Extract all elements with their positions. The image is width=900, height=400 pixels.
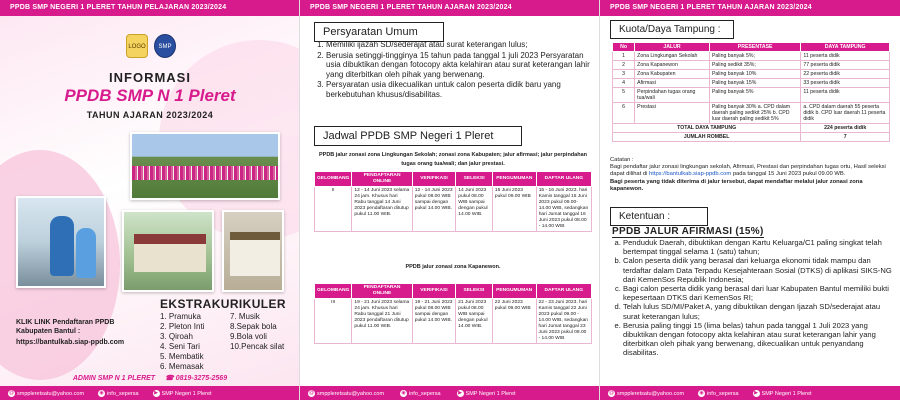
col-header: JALUR bbox=[635, 43, 710, 52]
email-icon: @ bbox=[308, 389, 315, 396]
col-header: VERIFIKASI bbox=[412, 172, 455, 187]
phone-icon: ☎ bbox=[165, 375, 174, 382]
instagram-contact[interactable]: ◉ info_sepersa bbox=[401, 389, 441, 397]
schedule-intro: PPDB jalur zonasi zona Lingkungan Sekolah; zonasi zona Kabupaten; jalur afirmasi; jalur perpindahan tugas orang tua/wali; dan jalur prestasi. bbox=[318, 152, 587, 167]
email-contact[interactable]: @ smppleretsatu@yahoo.com bbox=[308, 389, 385, 397]
students-field-photo bbox=[130, 132, 280, 200]
school-building-photo-2 bbox=[222, 210, 284, 292]
school-logo-icon: SMP bbox=[154, 34, 176, 58]
schedule-table-1 bbox=[314, 171, 592, 232]
notes-text: Bagi pendaftar jalur zonasi lingkungan sekolah, Afirmasi, Prestasi dan perpindahan tugas ortu, Hasil seleksi dapat dilihat di https://bantulkab.siap-ppdb.com pada tanggal 15 Juni 2023 pukul 09.00 WB. bbox=[610, 164, 886, 178]
requirements-heading: Persyaratan Umum bbox=[314, 22, 444, 42]
youtube-contact[interactable]: ▶ SMP Negeri 1 Pleret bbox=[458, 389, 516, 397]
list-item: 9.Bola voli bbox=[230, 332, 267, 341]
col-header: DAFTAR ULANG bbox=[536, 172, 591, 187]
quota-heading: Kuota/Daya Tampung : bbox=[610, 20, 734, 39]
col-header: VERIFIKASI bbox=[412, 284, 455, 299]
footer-bar bbox=[300, 386, 599, 400]
afirmasi-list bbox=[612, 238, 892, 358]
col-header: GELOMBANG bbox=[315, 172, 352, 187]
list-item: 1. Memiliki ijazah SD/sederajat atau surat keterangan lulus; bbox=[326, 40, 594, 50]
students-photo bbox=[16, 196, 106, 288]
list-item: 4. Seni Tari bbox=[160, 342, 200, 351]
requirements-panel bbox=[300, 0, 600, 400]
table-row: 2 Zona Kapanewon Paling sedikit 35%; 77 peserta didik bbox=[613, 61, 890, 70]
list-item: b. Calon peserta didik yang berasal dari keluarga ekonomi tidak mampu dan terdaftar dalam Data Terpadu Kesejahteraan Sosial (DTKS) di aplikasi SIKS-NG dari KemenSos Republik Indonesia; bbox=[623, 256, 892, 284]
footer-bar bbox=[0, 386, 299, 400]
list-item: e. Berusia paling tinggi 15 (lima belas) tahun pada tanggal 1 Juli 2023 yang dibuktikan dengan fotocopy akta kelahiran atau surat keterangan lahir yang diterbitkan oleh pihak yang berwenang, dikecualikan untuk penyandang disabilitas. bbox=[623, 321, 892, 358]
col-header: SELEKSI bbox=[456, 284, 493, 299]
quota-panel bbox=[600, 0, 900, 400]
col-header: SELEKSI bbox=[456, 172, 493, 187]
list-item: 1. Pramuka bbox=[160, 312, 201, 321]
admin-contact bbox=[0, 374, 300, 382]
admin-label: ADMIN SMP N 1 PLERET bbox=[72, 375, 156, 382]
col-header: PRESENTASE bbox=[709, 43, 800, 52]
school-building-photo bbox=[122, 210, 214, 292]
list-item: 7. Musik bbox=[230, 312, 260, 321]
notes-label: Catatan : bbox=[610, 157, 634, 163]
youtube-contact[interactable]: ▶ SMP Negeri 1 Pleret bbox=[154, 389, 212, 397]
youtube-contact[interactable]: ▶ SMP Negeri 1 Pleret bbox=[754, 389, 812, 397]
col-header: DAFTAR ULANG bbox=[536, 284, 591, 299]
regency-logo-icon: LOGO bbox=[126, 34, 148, 58]
col-header: DAYA TAMPUNG bbox=[801, 43, 890, 52]
panel-header-bar: PPDB SMP NEGERI 1 PLERET TAHUN AJARAN 2023/2024 bbox=[600, 0, 900, 16]
ekstrakurikuler-list bbox=[160, 312, 296, 372]
list-item: 3. Qiroah bbox=[160, 332, 193, 341]
instagram-icon: ◉ bbox=[99, 389, 104, 396]
email-icon: @ bbox=[608, 389, 615, 396]
list-item: 3. Persyaratan usia dikecualikan untuk calon peserta didik baru yang berkebutuhan khusus/disabilitas. bbox=[326, 80, 594, 99]
col-header: PENDAFTARAN ONLINE bbox=[352, 172, 412, 187]
footer-bar bbox=[600, 386, 900, 400]
col-header: No bbox=[613, 43, 635, 52]
email-icon: @ bbox=[8, 389, 15, 396]
requirements-list bbox=[314, 40, 594, 100]
notes-bold: Bagi peserta yang tidak diterima di jalur tersebut, dapat mendaftar melalui jalur zonasi zona kapanewon. bbox=[610, 178, 863, 192]
provisions-heading: Ketentuan : bbox=[610, 207, 708, 226]
afirmasi-title: PPDB JALUR AFIRMASI (15%) bbox=[612, 226, 764, 237]
table-row: III 19 - 21 Juni 2023 selama 24 jam. Khusus hari Rabu tanggal 21 Juni 2023 pendaftaran ditutup pukul 11.00 WIB. 19 - 21 Juni 2023 pukul 08.00 WIB sampai dengan pukul 14.00 WIB. 21 Juni 2023 pukul 08.00 WIB sampai dengan pukul 14.00 WIB. 22 Juni 2023 pukul 09.00 WIB 22 - 23 Juni 2023. hari Kamis tanggal 22 Juni 2023 pukul 09.00 - 14.00 WIB, sedangkan hari Jumat tanggal 23 Juni 2023 pukul 08.00 - 14.00 WIB bbox=[315, 299, 592, 344]
col-header: GELOMBANG bbox=[315, 284, 352, 299]
table-row: 4 Afirmasi Paling banyak 15% 33 peserta didik bbox=[613, 79, 890, 88]
list-item: d. Telah lulus SD/MI/Paket A, yang dibuktikan dengan Ijazah SD/sederajat atau surat keterangan lulus; bbox=[623, 302, 892, 320]
total-row: TOTAL DAYA TAMPUNG 224 peserta didik bbox=[613, 124, 890, 133]
schedule-intro-2: PPDB jalur zonasi zona Kapanewon. bbox=[405, 264, 501, 270]
email-contact[interactable]: @ smppleretsatu@yahoo.com bbox=[8, 389, 85, 397]
email-contact[interactable]: @ smppleretsatu@yahoo.com bbox=[608, 389, 685, 397]
page-subtitle: PPDB SMP N 1 Pleret bbox=[64, 86, 236, 105]
panel-header-bar: PPDB SMP NEGERI 1 PLERET TAHUN AJARAN 2023/2024 bbox=[300, 0, 599, 16]
list-item bbox=[230, 362, 296, 372]
instagram-icon: ◉ bbox=[401, 389, 406, 396]
table-row: II 12 - 14 Juni 2023 selama 24 jam. Khusus hari Rabu tanggal 14 Juni 2023 pendaftaran ditutup pukul 11.00 WIB. 12 - 14 Juni 2023 pukul 08.00 WIB sampai dengan pukul 14.00 WIB. 14 Juni 2023 pukul 08.00 WIB sampai dengan pukul 14.00 WIB. 15 Juni 2023 pukul 09.00 WIB 15 - 16 Juni 2023. hari Kamis tanggal 15 Juni 2023 pukul 09.00-14.00 WIB, sedangkan hari Jumat tanggal 16 Juni 2023 pukul 08.00 - 14.00 WIB bbox=[315, 187, 592, 232]
list-item bbox=[230, 352, 296, 362]
registration-link[interactable]: https://bantulkab.siap-ppdb.com bbox=[16, 339, 125, 346]
results-link[interactable]: https://bantulkab.siap-ppdb.com bbox=[649, 171, 732, 178]
list-item: 2. Pleton Inti bbox=[160, 322, 205, 331]
quota-table bbox=[612, 42, 890, 142]
instagram-icon: ◉ bbox=[699, 389, 704, 396]
list-item: 8.Sepak bola bbox=[230, 322, 277, 331]
youtube-icon: ▶ bbox=[154, 389, 158, 396]
table-row: 3 Zona Kabupaten Paling banyak 10% 22 peserta didik bbox=[613, 70, 890, 79]
list-item: 10.Pencak silat bbox=[230, 342, 285, 351]
youtube-icon: ▶ bbox=[754, 389, 758, 396]
table-row: 1 Zona Lingkungan Sekolah Paling banyak 5%; 11 peserta didik bbox=[613, 52, 890, 61]
info-panel bbox=[0, 0, 300, 400]
schedule-table-2 bbox=[314, 283, 592, 344]
table-row: 6 Prestasi Paling banyak 30% a. CPD dalam daerah paling sedikit 25% b. CPD luar daerah paling sedikit 5% a. CPD dalam daerah 55 peserta didik b. CPD luar daerah 11 peserta didik bbox=[613, 103, 890, 124]
youtube-icon: ▶ bbox=[458, 389, 462, 396]
list-item: a. Penduduk Daerah, dibuktikan dengan Kartu Keluarga/C1 paling singkat telah bertempat tinggal selama 1 (satu) tahun; bbox=[623, 238, 892, 256]
col-header: PENGUMUMAN bbox=[492, 172, 536, 187]
logos bbox=[126, 34, 176, 58]
col-header: PENGUMUMAN bbox=[492, 284, 536, 299]
academic-year: TAHUN AJARAN 2023/2024 bbox=[86, 110, 214, 120]
registration-link-label: KLIK LINK Pendaftaran PPDB Kabupaten Bantul : bbox=[16, 319, 115, 335]
ekstrakurikuler-title: EKSTRAKURIKULER bbox=[160, 297, 286, 311]
table-row: 5 Perpindahan tugas orang tua/wali Paling banyak 5% 11 peserta didik bbox=[613, 88, 890, 103]
col-header: PENDAFTARAN ONLINE bbox=[352, 284, 412, 299]
rombel-row: JUMLAH ROMBEL 7 bbox=[613, 133, 890, 142]
list-item: 2. Berusia setinggi-tingginya 15 tahun pada tanggal 1 juli 2023 Persyaratan usia dibuktikan dengan fotocopy akta kelahiran atau surat keterangan lahir yang diterbitkan oleh pihak yang berwenang. bbox=[326, 51, 594, 80]
instagram-contact[interactable]: ◉ info_sepersa bbox=[99, 389, 139, 397]
panel-header-bar: PPDB SMP NEGERI 1 PLERET TAHUN PELAJARAN 2023/2024 bbox=[0, 0, 299, 16]
schedule-heading: Jadwal PPDB SMP Negeri 1 Pleret bbox=[314, 126, 522, 146]
list-item: 5. Membatik bbox=[160, 352, 204, 361]
notes bbox=[610, 157, 890, 193]
page-title: INFORMASI bbox=[109, 70, 191, 85]
admin-phone[interactable]: 0819-3275-2569 bbox=[175, 375, 228, 382]
instagram-contact[interactable]: ◉ info_sepersa bbox=[699, 389, 739, 397]
list-item: c. Bagi calon peserta didik yang berasal dari luar Kabupaten Bantul memiliki bukti kepesertaan DTKS dari KemenSos RI; bbox=[623, 284, 892, 302]
list-item: 6. Memasak bbox=[160, 362, 204, 371]
